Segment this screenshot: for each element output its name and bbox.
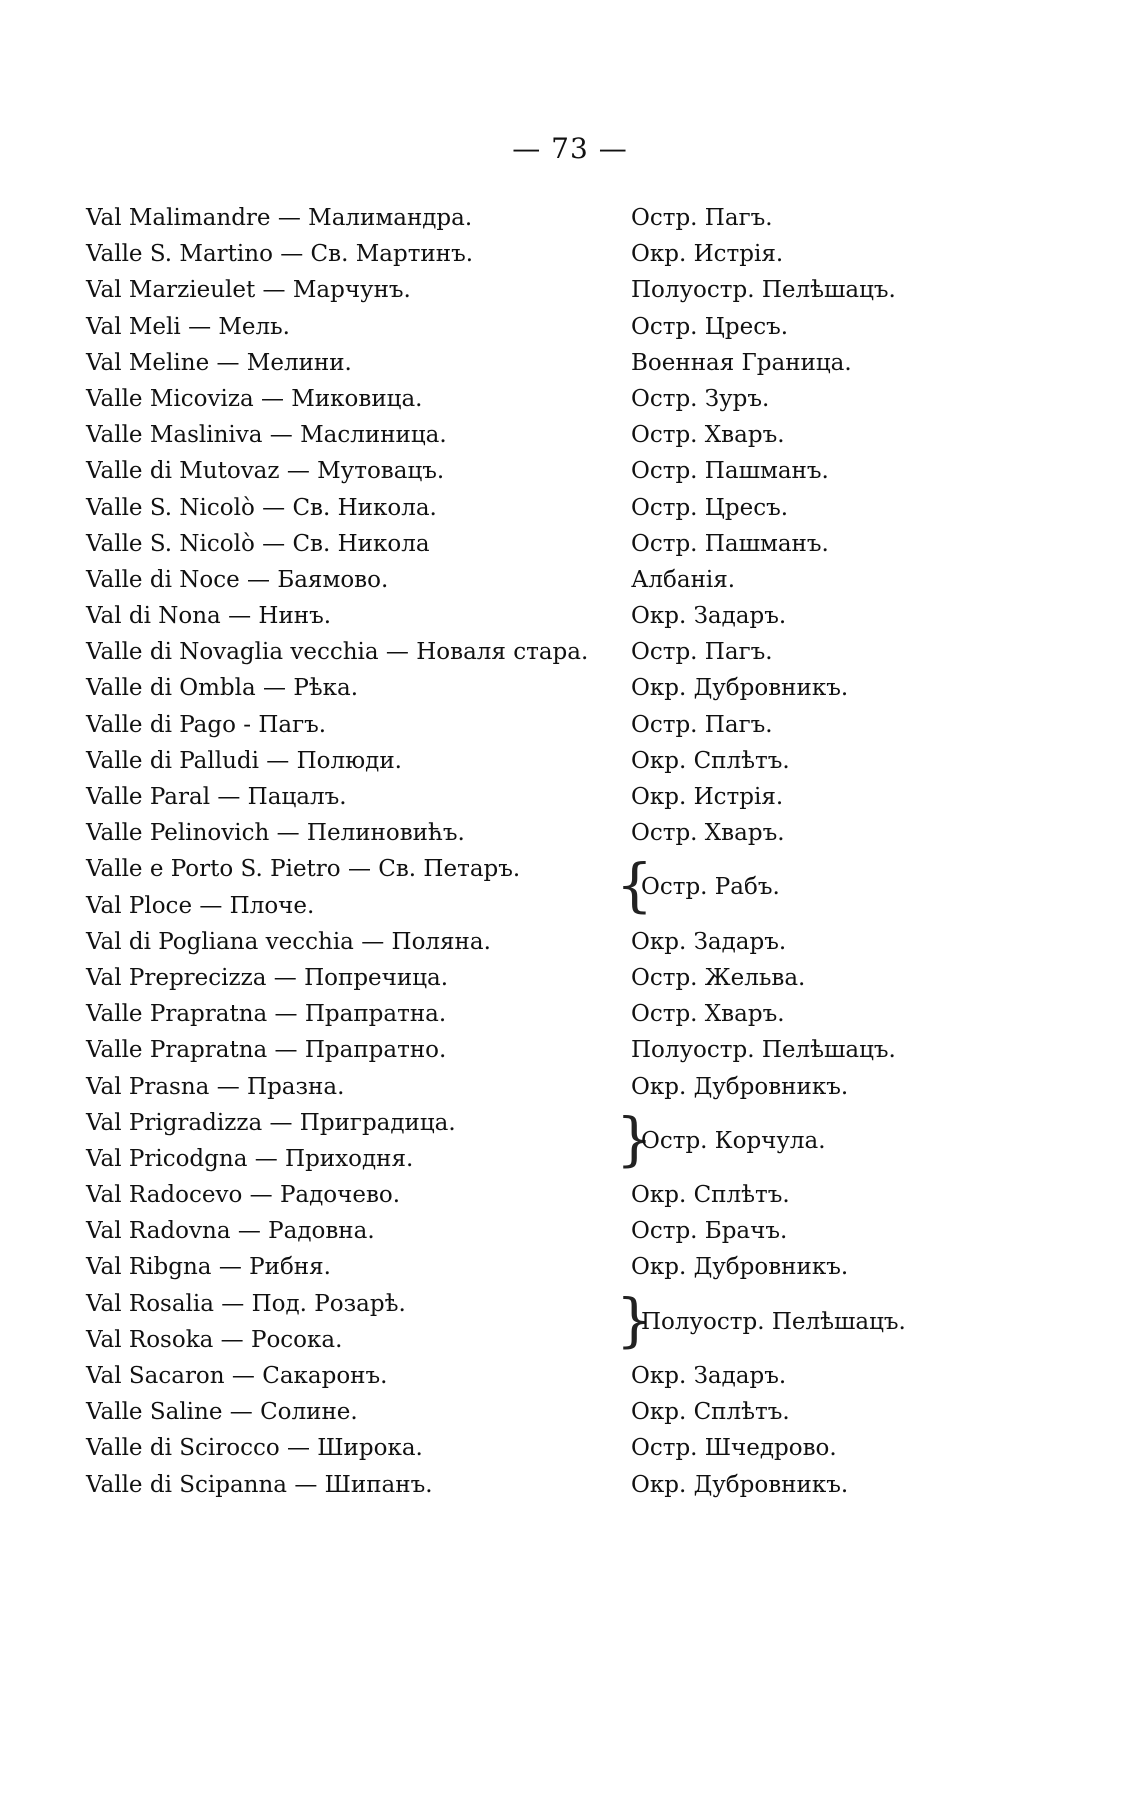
entry-name: Val Preprecizza — Попречица.	[86, 964, 449, 991]
entries-block-4	[86, 1358, 1066, 1503]
entry-name: Valle di Novaglia vecchia — Новаля стара.	[86, 639, 589, 666]
entry-location: Остр. Шчедрово.	[631, 1435, 837, 1462]
entry-location: Полуостр. Пелѣшацъ.	[631, 1037, 896, 1064]
entry-location: Остр. Брачъ.	[631, 1218, 788, 1245]
bracketed-group-2	[86, 1105, 1066, 1177]
page-number: — 73 —	[512, 132, 628, 165]
entry-name: Val Prigradizza — Приградица.	[86, 1109, 456, 1136]
entry-row	[86, 490, 1066, 526]
entry-row	[86, 1286, 1066, 1322]
entry-name: Val Sacaron — Сакаронъ.	[86, 1363, 388, 1389]
entry-name: Val Radovna — Радовна.	[86, 1218, 375, 1245]
entry-row	[86, 200, 1066, 236]
entry-name: Valle Paral — Пацалъ.	[86, 784, 347, 810]
entry-row	[86, 562, 1066, 598]
entry-row	[86, 634, 1066, 670]
entry-location: Остр. Пашманъ.	[631, 458, 829, 485]
entry-location: Остр. Цресъ.	[631, 494, 789, 521]
entry-location: Окр. Истрія.	[631, 784, 784, 810]
entry-location: Остр. Пашманъ.	[631, 530, 829, 557]
entry-row	[86, 743, 1066, 779]
entries-block-3	[86, 1177, 1066, 1286]
entry-row	[86, 1213, 1066, 1249]
entry-name: Valle di Scipanna — Шипанъ.	[86, 1471, 433, 1498]
entry-location: Окр. Дубровникъ.	[631, 1254, 849, 1281]
entry-row	[86, 598, 1066, 634]
entry-location: Окр. Задаръ.	[631, 1363, 787, 1389]
entry-name: Valle di Mutovaz — Мутовацъ.	[86, 458, 445, 485]
entry-location: Окр. Сплѣтъ.	[631, 1182, 790, 1209]
entry-name: Val di Pogliana vecchia — Поляна.	[86, 928, 491, 955]
entry-name: Val Meli — Мель.	[86, 313, 290, 340]
entry-location: Окр. Дубровникъ.	[631, 675, 849, 702]
entry-location: Полуостр. Пелѣшацъ.	[631, 277, 896, 304]
entry-row	[86, 1322, 1066, 1358]
entry-location: Остр. Пагъ.	[631, 639, 773, 666]
entry-row	[86, 1105, 1066, 1141]
entry-location: Остр. Корчула.	[641, 1127, 826, 1154]
entry-location: Окр. Дубровникъ.	[631, 1471, 849, 1498]
entry-location: Окр. Задаръ.	[631, 928, 787, 955]
entry-name: Valle Prapratna — Прапратно.	[86, 1037, 447, 1064]
entry-name: Val Pricodgna — Приходня.	[86, 1145, 414, 1172]
entry-row	[86, 1032, 1066, 1068]
entry-row	[86, 381, 1066, 417]
entry-name: Valle Masliniva — Маслиница.	[86, 422, 447, 449]
curly-brace: }	[616, 1285, 653, 1354]
entry-location: Окр. Задаръ.	[631, 603, 787, 630]
entry-name: Valle Prapratna — Прапратна.	[86, 1001, 447, 1028]
curly-brace: }	[616, 1104, 653, 1173]
entry-row	[86, 1249, 1066, 1285]
entry-row	[86, 996, 1066, 1032]
entry-name: Val Prasna — Празна.	[86, 1073, 345, 1100]
entry-name: Val Rosoka — Росока.	[86, 1326, 343, 1353]
entry-row	[86, 1069, 1066, 1105]
entry-location: Полуостр. Пелѣшацъ.	[641, 1308, 906, 1335]
entry-name: Valle S. Nicolò — Св. Никола.	[86, 494, 437, 521]
entry-name: Valle e Porto S. Pietro — Св. Петаръ.	[86, 856, 521, 883]
entry-row	[86, 272, 1066, 308]
entry-row	[86, 1430, 1066, 1466]
entry-name: Val Marzieulet — Марчунъ.	[86, 277, 411, 304]
entry-row	[86, 779, 1066, 815]
entry-name: Valle di Pago - Пагъ.	[86, 711, 327, 738]
entry-name: Valle di Palludi — Полюди.	[86, 747, 402, 774]
entry-name: Val Ribgna — Рибня.	[86, 1254, 331, 1281]
entry-location: Остр. Зуръ.	[631, 385, 770, 412]
entry-list	[86, 200, 1066, 1503]
entry-location: Окр. Дубровникъ.	[631, 1073, 849, 1100]
entry-row	[86, 888, 1066, 924]
entries-block-2	[86, 924, 1066, 1105]
entry-row	[86, 851, 1066, 887]
entry-location: Остр. Хваръ.	[631, 422, 785, 449]
entry-name: Valle di Ombla — Рѣка.	[86, 675, 359, 702]
entry-row	[86, 345, 1066, 381]
bracketed-group-1	[86, 851, 1066, 923]
entry-row	[86, 453, 1066, 489]
entry-location: Остр. Пагъ.	[631, 711, 773, 738]
entry-row	[86, 670, 1066, 706]
entry-row	[86, 1358, 1066, 1394]
entry-row	[86, 1467, 1066, 1503]
entry-location: Окр. Истрія.	[631, 241, 784, 268]
entry-row	[86, 526, 1066, 562]
entry-row	[86, 707, 1066, 743]
entry-name: Valle Micoviza — Миковица.	[86, 385, 423, 412]
entry-location: Остр. Цресъ.	[631, 313, 789, 340]
entry-location: Остр. Жельва.	[631, 964, 806, 991]
entry-row	[86, 417, 1066, 453]
entry-name: Val di Nona — Нинъ.	[86, 603, 332, 630]
entry-row	[86, 924, 1066, 960]
entry-location: Окр. Сплѣтъ.	[631, 1399, 790, 1426]
entry-location: Остр. Хваръ.	[631, 820, 785, 847]
entry-row	[86, 1141, 1066, 1177]
entry-name: Valle S. Nicolò — Св. Никола	[86, 530, 430, 557]
curly-brace: {	[616, 851, 653, 920]
entries-block-1	[86, 200, 1066, 851]
entry-name: Valle di Noce — Баямово.	[86, 566, 389, 593]
entry-row	[86, 1177, 1066, 1213]
entry-name: Valle S. Martino — Св. Мартинъ.	[86, 241, 474, 268]
entry-name: Valle Pelinovich — Пелиновићъ.	[86, 820, 465, 847]
entry-row	[86, 1394, 1066, 1430]
entry-location: Остр. Пагъ.	[631, 205, 773, 231]
entry-location: Албанія.	[631, 566, 736, 593]
entry-location: Окр. Сплѣтъ.	[631, 747, 790, 774]
entry-name: Val Malimandre — Малимандра.	[86, 205, 473, 231]
entry-name: Val Radocevo — Радочево.	[86, 1182, 401, 1209]
entry-location: Остр. Рабъ.	[641, 874, 780, 901]
entry-name: Val Rosalia — Под. Розарѣ.	[86, 1290, 406, 1317]
entry-name: Valle di Scirocco — Широка.	[86, 1435, 423, 1462]
entry-name: Valle Saline — Солине.	[86, 1399, 358, 1426]
entry-name: Val Meline — Мелини.	[86, 349, 352, 376]
entry-name: Val Ploce — Плоче.	[86, 892, 315, 919]
entry-row	[86, 960, 1066, 996]
entry-location: Остр. Хваръ.	[631, 1001, 785, 1028]
entry-row	[86, 815, 1066, 851]
entry-row	[86, 236, 1066, 272]
entry-location: Военная Граница.	[631, 349, 852, 376]
entry-row	[86, 309, 1066, 345]
bracketed-group-3	[86, 1286, 1066, 1358]
